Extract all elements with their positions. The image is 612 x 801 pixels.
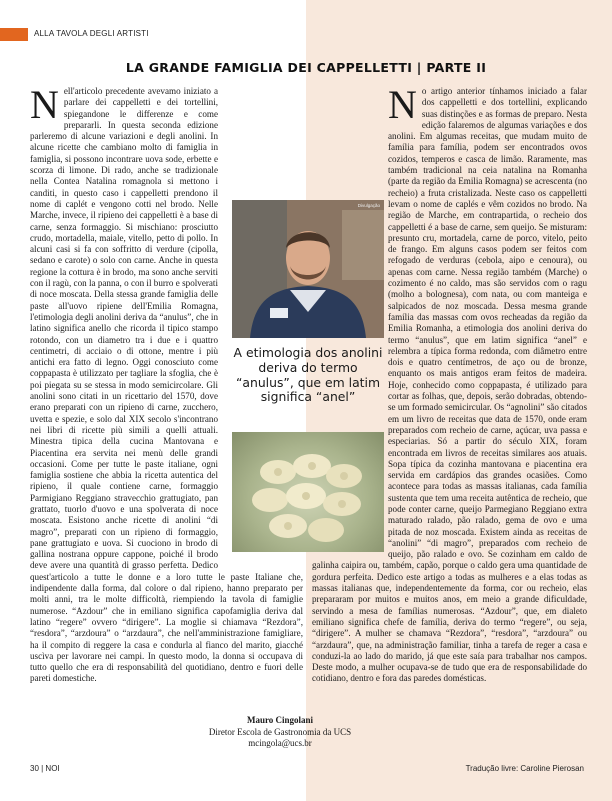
article-title: LA GRANDE FAMIGLIA DEI CAPPELLETTI | PARTE II [125,60,487,75]
portuguese-article-text: o artigo anterior tínhamos iniciado a falar dos cappelletti e dos tortellini, explicando suas distinções e as formas de preparo. Nesta edição falaremos de algumas variações e dos anolini. Em algumas receitas, que mudam muito de família para família, podem ser encontrados ovos cozidos, temperos e casca de limão. Raramente, mas também tradicional na ceia natalina na Romanha (parte da região da Emilia Romagna) se acrescenta (no recheio) a fruta cristalizada. Neste caso os cappelletti levam o nome de caplés e vêm cozidos no brodo. Na região de Marche, em contrapartida, o recheio dos cappelletti é a base de carne, sem queijo. Se misturam: presunto cru, mortadela, carne de porco, vitelo, peito de frango. Em alguns casos podem ser feitos com refogado de verduras (cebola, aipo e cenoura), ou apenas com carne. Nessa região também (Marche) o cozimento é no caldo, mas são servidos com o ragu (molho a bolognesa), com nata, ou com manteiga e salpicados de noz moscada. Dessa mesma grande família das massas com ovos recheadas da região da Emilia Romanha, a etimologia dos anolini deriva do termo “anulus”, que em latim significa “anel” e relembra a típica forma redonda, com diâmetro entre dois e quatro centímetros, de aço ou de bronze, enquanto os mais antigos eram feitos de madeira. Hoje, conhecido como coppapasta, é utilizado para cortar as folhas, que, depois, serão dobradas, obtendo-se um formado semicircular. Os “agnolini” são citados em um livro de receitas que data de 1570, onde eram preparados com recheio de carne, açúcar, uva passa e especiarias. Só a partir do século XIX, foram encontrada em livros de receitas similares aos atuais. Sopa típica da cozinha mantovana e piacentina era servida em cardápios das grandes ocasiões. Como acontece para todas as massas italianas, cada família sustenta que tem uma receita autêntica de recheio, que pode conter carne, queijo Parmegiano Reggiano extra maturado ralado, pão ralado, gema de ovo e uma pitada de noz moscada. Existem ainda as receitas de “anolini” “di magro”, preparados com recheio de queijo, pão ralado e ovo. Se cozinham em caldo de galinha caipira ou, também, capão, porque o caldo gera uma quantidade de gordura perfeita. Dedico este artigo a todas as mulheres e a elas todas as massas italianas que, independentemente da forma, cor ou recheio, elas prepararam por muitos e muitos anos, em meio a grande dificuldade, servindo a mesa de famílias numerosas. “Azdour”, que, em dialeto emiliano significa chefe de família, deriva do termo “regere”, ou seja, “dirigere”. A mulher se chamava “Rezdora”, “resdora”, “arzdoura” ou “arzdaura”, que, na administração familiar, tinha a tarefa de reger a casa e conduzi-la ao lado do marido, já que este saía para trabalhar nos campos. Deste modo, a mulher ocupava-se de tudo que era de responsabilidade do cotidiano, dentro e fora das paredes domésticas. [312,86,587,684]
pasta-illustration [232,432,384,552]
translation-credit: Tradução livre: Caroline Pierosan [465,764,584,773]
chef-portrait-illustration [232,200,384,338]
pull-quote: A etimologia dos anolini deriva do termo “anulus”, que em latim significa “anel” [233,345,383,405]
photo-credit: Divulgação [357,203,380,208]
page-number: 30 | NOI [30,764,60,773]
drop-cap-portuguese: N [388,82,417,127]
section-label: ALLA TAVOLA DEGLI ARTISTI [34,29,149,38]
italian-article-text: ell'articolo precedente avevamo iniziato a parlare dei cappelletti e dei tortellini, spiegandone le differenze e come prepararli. In questa seconda edizione parleremo di alcune variazioni e degli anolini. In alcune ricette che cambiano molto di famiglia in famiglia, si possono incontrare uova sode, erbette e scorza di limone. Di rado, anche se tradizionale nella Contea Natalina romagnola si mettono i canditi, in questo caso i cappelletti prendono il nome di caplét e vengono cotti nel brodo. Nelle Marche, invece, il ripieno dei cappelletti è a base di carne, senza formaggio. Si mischiano: prosciutto crudo, mortadella, maiale, vitello, petto di pollo. In alcuni casi si fa con soffritto di verdure (cipolla, sedano e carote) o solo con carne. Anche in questa regione la cottura è in brodo, ma sono anche serviti con il ragù, con la panna, o con il burro e spolverati di noce moscata. Della stessa grande famiglia delle paste all'uovo ripiene dell'Emilia Romagna, l'etimologia degli anolini deriva da “anulus”, che in latino significa anello che ricorda il tipico stampo rotondo, con un diametro tra i due e i quattro centimetri, di acciaio o di ottone, mentre i più antichi era fatto di legno. Oggi conosciuto come coppapasta è utilizzato per tagliare la sfoglia, che è poi piegata su se stessa in modo semicircolare. Gli anolini sono citati in un ricettario del 1570, dove erano preparati con un ripieno di carne, zucchero, uvetta e spezie, e solo dal XIX secolo s'incontrano nei libri di ricette più simili a quelli attuali. Minestra tipica della cucina Mantovana e Piacentina era servita nei menù delle grandi occasioni. Come per tutte le paste italiane, ogni famiglia sostiene che abbia la ricetta autentica del ripieno, il quale contiene carne, formaggio Parmigiano Reggiano stravecchio grattugiato, pan grattato, tuorlo d'uovo e una spolverata di noce moscata. Esistono anche ricette di anolini “di magro”, preparati con un ripieno di formaggio, pane grattugiato e uova. Si cuociono in brodo di gallina nostrana oppure cappone, poiché il brodo deve avere una quantità di grasso perfetta. Dedico quest'articolo a tutte le donne e a loro tutte le paste Italiane che, indipendente dalla forma, dal colore o dal ripieno, hanno preparato per molti anni, tra le molte difficoltà, riempiendo la tavola di famiglie numerose. “Azdour” che in emiliano significa capofamiglia deriva dal latino “regere” ovvero “dirigere”. La moglie si chiamava “Rezdora”, “resdora”, “arzdoura” o “arzdaura”, che nell'amministrazione famigliare, ha il compito di reggere la casa e condurla al fianco del marito, giacché uscìva per lavorare nei campi. In questo modo, la donna si occupava di tutto quello che era di responsabilità del quotidiano, dentro e fuori delle pareti domestiche. [30,86,303,684]
anolini-pasta-photo [232,432,384,552]
author-block [180,715,380,750]
drop-cap-italian: N [30,82,59,127]
author-name: Mauro Cingolani [246,715,314,725]
author-role: Diretor Escola de Gastronomia da UCS [208,726,352,737]
author-email[interactable]: mcingola@ucs.br [248,738,312,748]
section-tab-marker [0,28,28,41]
chef-portrait-photo [232,200,384,338]
